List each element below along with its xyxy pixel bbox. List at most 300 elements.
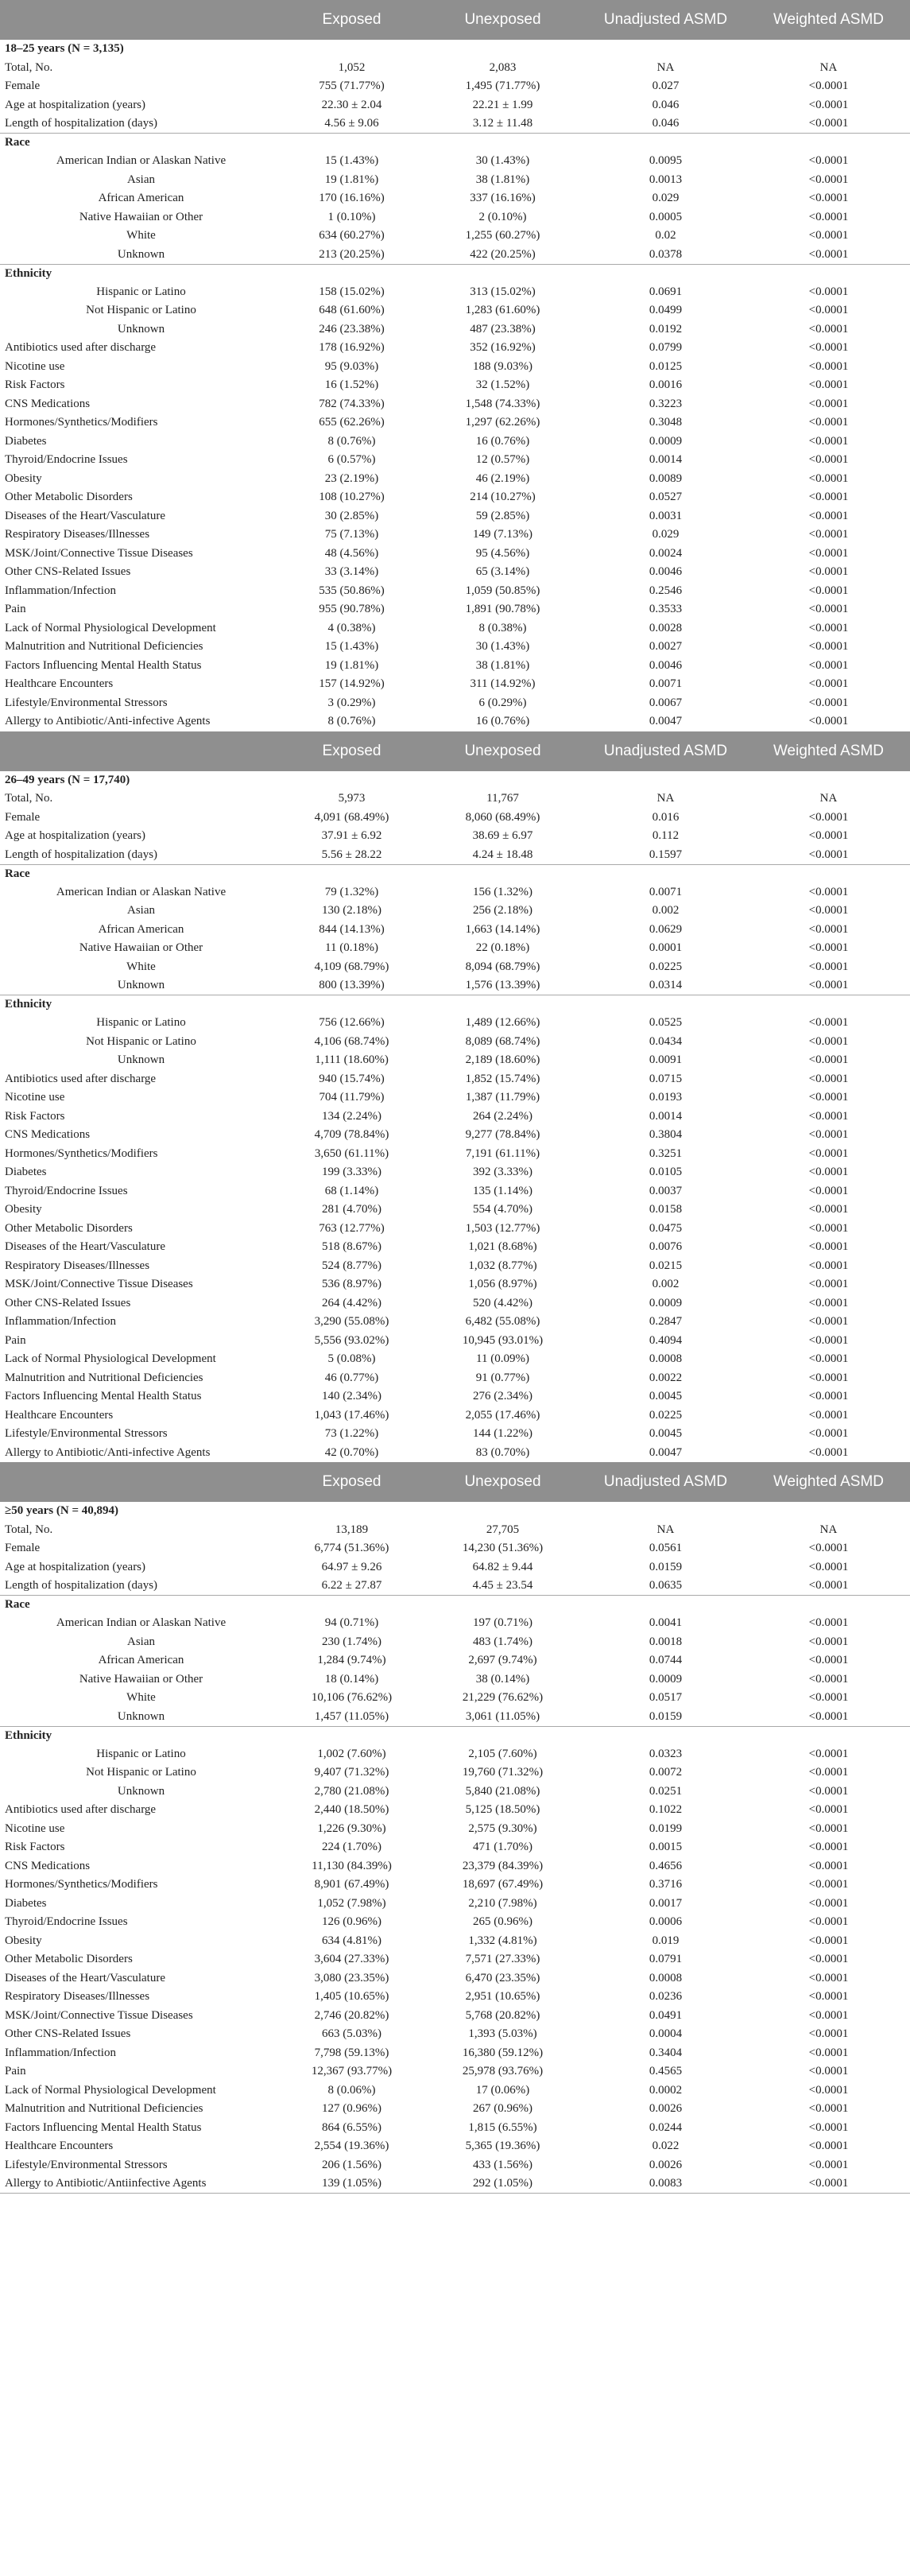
unadjusted-asmd-value: 0.0071 xyxy=(649,885,683,898)
exposed-value: 634 (60.27%) xyxy=(319,229,385,242)
table-row xyxy=(0,1857,910,1876)
exposed-value: 37.91 ± 6.92 xyxy=(321,829,382,843)
weighted-asmd-value: <0.0001 xyxy=(808,621,849,634)
row-label: Not Hispanic or Latino xyxy=(86,304,196,317)
weighted-asmd-value: <0.0001 xyxy=(808,1390,849,1403)
unexposed-value: 32 (1.52%) xyxy=(475,378,530,392)
row-label: Lack of Normal Physiological Development xyxy=(5,2083,216,2097)
exposed-value: 11,130 (84.39%) xyxy=(312,1859,392,1872)
unadjusted-asmd-value: 0.0491 xyxy=(649,2008,683,2022)
weighted-asmd-value: <0.0001 xyxy=(808,810,849,824)
column-header-row xyxy=(0,1462,910,1502)
weighted-asmd-value: <0.0001 xyxy=(808,2046,849,2059)
row-label: Thyroid/Endocrine Issues xyxy=(5,1915,128,1929)
row-label: Age at hospitalization (years) xyxy=(5,98,146,111)
unexposed-value: 1,576 (13.39%) xyxy=(465,979,540,991)
weighted-asmd-value: <0.0001 xyxy=(808,1635,849,1648)
exposed-value: 139 (1.05%) xyxy=(282,2174,421,2194)
unadjusted-asmd-value: 0.0067 xyxy=(649,696,683,709)
unexposed-value: 1,393 (5.03%) xyxy=(468,2027,537,2041)
unadjusted-asmd-value: 0.002 xyxy=(652,1278,680,1291)
unadjusted-asmd-value: 0.0525 xyxy=(649,1016,683,1030)
row-label: Other CNS-Related Issues xyxy=(5,2027,131,2041)
exposed-value: 79 (1.32%) xyxy=(324,885,379,898)
row-label: Other Metabolic Disorders xyxy=(5,491,133,504)
weighted-asmd-value: <0.0001 xyxy=(808,1315,849,1329)
table-row xyxy=(0,1950,910,1969)
table-row xyxy=(0,2119,910,2138)
weighted-asmd-value: <0.0001 xyxy=(808,1878,849,1891)
exposed-value: 1,052 (7.98%) xyxy=(317,1896,386,1910)
unadjusted-asmd-value: 0.0045 xyxy=(649,1390,683,1403)
table-row xyxy=(0,114,910,134)
table-row xyxy=(0,1238,910,1257)
unadjusted-asmd-value: 0.0715 xyxy=(649,1072,683,1085)
weighted-asmd-value: NA xyxy=(819,792,838,805)
unexposed-value: 214 (10.27%) xyxy=(470,491,536,504)
header-exposed: Exposed xyxy=(282,731,421,771)
weighted-asmd-value: <0.0001 xyxy=(808,603,849,616)
unadjusted-asmd-value: 0.0001 xyxy=(649,941,683,955)
unexposed-value: 311 (14.92%) xyxy=(470,677,536,691)
row-label: Diabetes xyxy=(5,434,47,448)
unexposed-value: 38 (1.81%) xyxy=(475,658,530,672)
unexposed-value: 156 (1.32%) xyxy=(473,885,532,898)
weighted-asmd-value: <0.0001 xyxy=(808,584,849,597)
weighted-asmd-value: <0.0001 xyxy=(808,1560,849,1573)
weighted-asmd-value: <0.0001 xyxy=(808,285,849,298)
exposed-value: 535 (50.86%) xyxy=(319,584,385,597)
weighted-asmd-value: <0.0001 xyxy=(808,1221,849,1235)
exposed-value: 4.56 ± 9.06 xyxy=(324,117,379,130)
unadjusted-asmd-value: 0.0744 xyxy=(649,1654,683,1667)
table-row xyxy=(0,1014,910,1033)
unadjusted-asmd-value: 0.0527 xyxy=(649,491,683,504)
table-row xyxy=(0,1895,910,1914)
weighted-asmd-value: <0.0001 xyxy=(808,904,849,918)
table-row xyxy=(0,1108,910,1127)
exposed-value: 5.56 ± 28.22 xyxy=(321,848,382,861)
unadjusted-asmd-value: 0.0041 xyxy=(649,1616,683,1630)
weighted-asmd-value: <0.0001 xyxy=(808,509,849,522)
table-row xyxy=(0,208,910,227)
unadjusted-asmd-value: 0.0027 xyxy=(649,640,683,654)
table-row xyxy=(0,2044,910,2063)
header-weighted-asmd: Weighted ASMD xyxy=(747,0,910,40)
unadjusted-asmd-value: NA xyxy=(656,60,675,74)
unexposed-value: 3,061 (11.05%) xyxy=(465,1709,540,1723)
header-unexposed: Unexposed xyxy=(421,731,584,771)
unadjusted-asmd-value: 0.0014 xyxy=(649,453,683,467)
age-group-title: ≥50 years (N = 40,894) xyxy=(5,1504,119,1518)
row-label: Antibiotics used after discharge xyxy=(5,1072,157,1085)
unadjusted-asmd-value: 0.4565 xyxy=(649,2065,683,2078)
unadjusted-asmd-value: 0.4094 xyxy=(649,1333,683,1347)
exposed-value: 46 (0.77%) xyxy=(324,1371,379,1384)
unadjusted-asmd-value: 0.027 xyxy=(652,80,680,93)
weighted-asmd-value: <0.0001 xyxy=(808,922,849,936)
table-row xyxy=(0,1201,910,1220)
unadjusted-asmd-value: 0.0125 xyxy=(649,359,683,373)
exposed-value: 95 (9.03%) xyxy=(324,359,379,373)
weighted-asmd-value: <0.0001 xyxy=(808,1016,849,1030)
unexposed-value: 25,978 (93.76%) xyxy=(462,2065,544,2078)
ethnicity-section-label: Ethnicity xyxy=(0,995,910,1014)
weighted-asmd-value: <0.0001 xyxy=(808,1672,849,1686)
exposed-value: 10,106 (76.62%) xyxy=(311,1691,393,1705)
unexposed-value: 292 (1.05%) xyxy=(421,2174,584,2194)
weighted-asmd-value: <0.0001 xyxy=(808,2065,849,2078)
exposed-value: 3,604 (27.33%) xyxy=(314,1953,389,1966)
column-header-row xyxy=(0,0,910,40)
unadjusted-asmd-value: 0.0561 xyxy=(649,1542,683,1555)
table-row xyxy=(0,1689,910,1708)
exposed-value: 42 (0.70%) xyxy=(324,1445,379,1459)
header-exposed: Exposed xyxy=(282,1462,421,1502)
table-row xyxy=(0,958,910,977)
column-header-row xyxy=(0,731,910,771)
table-row xyxy=(0,619,910,638)
unexposed-value: 352 (16.92%) xyxy=(470,341,536,355)
unadjusted-asmd-value: 0.0045 xyxy=(649,1427,683,1441)
unadjusted-asmd-value: 0.3048 xyxy=(649,416,683,429)
weighted-asmd-value: <0.0001 xyxy=(808,117,849,130)
row-label: Obesity xyxy=(5,471,42,485)
exposed-value: 518 (8.67%) xyxy=(322,1240,381,1254)
unexposed-value: 1,059 (50.85%) xyxy=(465,584,540,597)
unexposed-value: 422 (20.25%) xyxy=(470,247,536,261)
unexposed-value: 27,705 xyxy=(486,1523,520,1536)
race-section-label: Race xyxy=(0,1596,910,1615)
table-row xyxy=(0,1577,910,1596)
weighted-asmd-value: <0.0001 xyxy=(808,491,849,504)
exposed-value: 19 (1.81%) xyxy=(324,658,379,672)
weighted-asmd-value: <0.0001 xyxy=(808,471,849,485)
table-row xyxy=(0,675,910,694)
row-label: Hispanic or Latino xyxy=(96,1016,186,1030)
table-row xyxy=(0,376,910,395)
row-label: Pain xyxy=(5,603,26,616)
unexposed-value: 1,332 (4.81%) xyxy=(468,1934,537,1947)
row-label: Female xyxy=(5,1542,41,1555)
unexposed-value: 46 (2.19%) xyxy=(475,471,530,485)
table-row xyxy=(0,171,910,190)
table-row xyxy=(0,1558,910,1577)
exposed-value: 2,554 (19.36%) xyxy=(314,2140,389,2153)
weighted-asmd-value: <0.0001 xyxy=(808,1333,849,1347)
unexposed-value: 6,470 (23.35%) xyxy=(465,1971,540,1984)
table-row xyxy=(0,2007,910,2026)
unexposed-value: 2,575 (9.30%) xyxy=(468,1821,537,1835)
table-row xyxy=(0,1838,910,1857)
unexposed-value: 10,945 (93.01%) xyxy=(462,1333,544,1347)
table-row xyxy=(0,1033,910,1052)
weighted-asmd-value: <0.0001 xyxy=(808,2140,849,2153)
unadjusted-asmd-value: 0.0076 xyxy=(649,1240,683,1254)
unexposed-value: 95 (4.56%) xyxy=(475,546,530,560)
table-row xyxy=(0,152,910,171)
table-row xyxy=(0,1745,910,1764)
row-label: African American xyxy=(98,1654,184,1667)
unexposed-value: 1,297 (62.26%) xyxy=(465,416,540,429)
table-row xyxy=(0,600,910,619)
unadjusted-asmd-value: 0.0009 xyxy=(649,1296,683,1309)
table-row xyxy=(0,2025,910,2044)
unadjusted-asmd-value: 0.0225 xyxy=(649,960,683,973)
exposed-value: 264 (4.42%) xyxy=(322,1296,381,1309)
exposed-value: 5,973 xyxy=(338,792,366,805)
unadjusted-asmd-value: 0.0517 xyxy=(649,1691,683,1705)
row-label: Total, No. xyxy=(5,1523,53,1536)
row-label: Diabetes xyxy=(5,1896,47,1910)
unadjusted-asmd-value: 0.0018 xyxy=(649,1635,683,1648)
age-group-title-row xyxy=(0,771,910,790)
table-row xyxy=(0,1294,910,1313)
unadjusted-asmd-value: 0.019 xyxy=(652,1934,680,1947)
table-row xyxy=(0,2081,910,2101)
unadjusted-asmd-value: 0.0791 xyxy=(649,1953,683,1966)
weighted-asmd-value: <0.0001 xyxy=(808,1747,849,1760)
unexposed-value: 2,951 (10.65%) xyxy=(465,1990,540,2004)
weighted-asmd-value: <0.0001 xyxy=(808,1240,849,1254)
table-row xyxy=(0,395,910,414)
unadjusted-asmd-value: 0.0046 xyxy=(649,658,683,672)
table-row xyxy=(0,1932,910,1951)
exposed-value: 94 (0.71%) xyxy=(324,1616,379,1630)
unadjusted-asmd-value: 0.1597 xyxy=(649,848,683,861)
weighted-asmd-value: <0.0001 xyxy=(808,1654,849,1667)
exposed-value: 844 (14.13%) xyxy=(319,922,385,936)
unexposed-value: 197 (0.71%) xyxy=(473,1616,532,1630)
unexposed-value: 59 (2.85%) xyxy=(475,509,530,522)
unexposed-value: 1,489 (12.66%) xyxy=(465,1016,540,1030)
unadjusted-asmd-value: 0.0105 xyxy=(649,1166,683,1179)
unexposed-value: 1,032 (8.77%) xyxy=(468,1259,537,1272)
unexposed-value: 471 (1.70%) xyxy=(473,1841,532,1854)
row-label: Malnutrition and Nutritional Deficiencies xyxy=(5,640,203,654)
table-row xyxy=(0,1444,910,1463)
unexposed-value: 6 (0.29%) xyxy=(478,696,527,709)
row-label: American Indian or Alaskan Native xyxy=(56,885,227,898)
unadjusted-asmd-value: 0.0037 xyxy=(649,1184,683,1197)
row-label: Hispanic or Latino xyxy=(96,285,186,298)
row-label: Other CNS-Related Issues xyxy=(5,565,131,579)
unexposed-value: 5,125 (18.50%) xyxy=(465,1803,540,1817)
row-label: Malnutrition and Nutritional Deficiencies xyxy=(5,1371,203,1384)
table-row xyxy=(0,2062,910,2081)
row-label: Nicotine use xyxy=(5,359,65,373)
exposed-value: 246 (23.38%) xyxy=(319,322,385,336)
table-row xyxy=(0,1539,910,1558)
row-label: Allergy to Antibiotic/Antiinfective Agents xyxy=(0,2174,282,2194)
table-row xyxy=(0,433,910,452)
row-label: Native Hawaiian or Other xyxy=(79,941,203,955)
table-row xyxy=(0,283,910,302)
weighted-asmd-value: <0.0001 xyxy=(808,247,849,261)
weighted-asmd-value: <0.0001 xyxy=(808,1034,849,1048)
row-label: Other CNS-Related Issues xyxy=(5,1296,131,1309)
row-label: Asian xyxy=(127,904,155,918)
unexposed-value: 16 (0.76%) xyxy=(475,434,530,448)
weighted-asmd-value: <0.0001 xyxy=(808,1166,849,1179)
row-label: Malnutrition and Nutritional Deficiencies xyxy=(5,2102,203,2116)
weighted-asmd-value: <0.0001 xyxy=(808,1971,849,1984)
exposed-value: 158 (15.02%) xyxy=(319,285,385,298)
exposed-value: 1,043 (17.46%) xyxy=(314,1408,389,1422)
unadjusted-asmd-value: 0.0159 xyxy=(649,1560,683,1573)
table-row xyxy=(0,189,910,208)
header-blank xyxy=(0,731,282,771)
exposed-value: 157 (14.92%) xyxy=(319,677,385,691)
unadjusted-asmd-value: 0.0378 xyxy=(649,247,683,261)
weighted-asmd-value: <0.0001 xyxy=(808,1445,849,1459)
row-label: Factors Influencing Mental Health Status xyxy=(5,2120,202,2134)
weighted-asmd-value: <0.0001 xyxy=(808,1542,849,1555)
unexposed-value: 30 (1.43%) xyxy=(475,154,530,168)
exposed-value: 8 (0.76%) xyxy=(327,715,376,728)
weighted-asmd-value: <0.0001 xyxy=(808,658,849,672)
unexposed-value: 18,697 (67.49%) xyxy=(462,1878,544,1891)
row-label: Unknown xyxy=(117,1709,165,1723)
weighted-asmd-value: <0.0001 xyxy=(808,192,849,205)
row-label: Lifestyle/Environmental Stressors xyxy=(5,2158,168,2171)
unexposed-value: 520 (4.42%) xyxy=(473,1296,532,1309)
row-label: Asian xyxy=(127,1635,155,1648)
unadjusted-asmd-value: 0.0016 xyxy=(649,378,683,392)
exposed-value: 1,284 (9.74%) xyxy=(317,1654,386,1667)
row-label: MSK/Joint/Connective Tissue Diseases xyxy=(5,2008,193,2022)
unexposed-value: 1,852 (15.74%) xyxy=(465,1072,540,1085)
race-section-row xyxy=(0,134,910,153)
unexposed-value: 135 (1.14%) xyxy=(473,1184,532,1197)
weighted-asmd-value: <0.0001 xyxy=(808,1579,849,1592)
table-row xyxy=(0,638,910,657)
unexposed-value: 1,255 (60.27%) xyxy=(465,229,540,242)
table-row xyxy=(0,1876,910,1895)
unexposed-value: 313 (15.02%) xyxy=(470,285,536,298)
table-row xyxy=(0,1275,910,1294)
weighted-asmd-value: <0.0001 xyxy=(808,359,849,373)
table-row xyxy=(0,1182,910,1201)
unadjusted-asmd-value: 0.0323 xyxy=(649,1747,683,1760)
row-label: CNS Medications xyxy=(5,1859,91,1872)
weighted-asmd-value: <0.0001 xyxy=(808,1934,849,1947)
unexposed-value: 483 (1.74%) xyxy=(473,1635,532,1648)
exposed-value: 1,052 xyxy=(338,60,366,74)
unadjusted-asmd-value: NA xyxy=(656,792,675,805)
table-row xyxy=(0,883,910,902)
weighted-asmd-value: <0.0001 xyxy=(808,565,849,579)
row-label: Healthcare Encounters xyxy=(5,1408,114,1422)
row-label: American Indian or Alaskan Native xyxy=(56,154,227,168)
unexposed-value: 64.82 ± 9.44 xyxy=(472,1560,533,1573)
row-label: Age at hospitalization (years) xyxy=(5,829,146,843)
exposed-value: 170 (16.16%) xyxy=(319,192,385,205)
row-label: White xyxy=(126,1691,156,1705)
unexposed-value: 256 (2.18%) xyxy=(473,904,532,918)
unadjusted-asmd-value: 0.0635 xyxy=(649,1579,683,1592)
unadjusted-asmd-value: 0.0022 xyxy=(649,1371,683,1384)
weighted-asmd-value: <0.0001 xyxy=(808,397,849,410)
row-label: Unknown xyxy=(117,1784,165,1798)
exposed-value: 22.30 ± 2.04 xyxy=(321,98,382,111)
unexposed-value: 4.45 ± 23.54 xyxy=(472,1579,533,1592)
row-label: Pain xyxy=(5,1333,26,1347)
weighted-asmd-value: <0.0001 xyxy=(808,2027,849,2041)
unadjusted-asmd-value: 0.0015 xyxy=(649,1841,683,1854)
unadjusted-asmd-value: 0.0009 xyxy=(649,1672,683,1686)
unexposed-value: 1,283 (61.60%) xyxy=(465,304,540,317)
exposed-value: 4,709 (78.84%) xyxy=(314,1128,389,1142)
row-label: Length of hospitalization (days) xyxy=(5,117,158,130)
table-row xyxy=(0,694,910,713)
row-label: Other Metabolic Disorders xyxy=(5,1221,133,1235)
exposed-value: 1,457 (11.05%) xyxy=(314,1709,389,1723)
unadjusted-asmd-value: NA xyxy=(656,1523,675,1536)
table-row xyxy=(0,2100,910,2119)
unexposed-value: 30 (1.43%) xyxy=(475,640,530,654)
exposed-value: 4,106 (68.74%) xyxy=(314,1034,389,1048)
table-row xyxy=(0,2137,910,2156)
exposed-value: 1,111 (18.60%) xyxy=(315,1053,389,1067)
table-row xyxy=(0,227,910,246)
unexposed-value: 12 (0.57%) xyxy=(475,453,530,467)
weighted-asmd-value: <0.0001 xyxy=(808,1259,849,1272)
row-label: Respiratory Diseases/Illnesses xyxy=(5,1259,150,1272)
weighted-asmd-value: <0.0001 xyxy=(808,1184,849,1197)
exposed-value: 213 (20.25%) xyxy=(319,247,385,261)
row-label: Factors Influencing Mental Health Status xyxy=(5,1390,202,1403)
row-label: Nicotine use xyxy=(5,1091,65,1104)
header-unadjusted-asmd: Unadjusted ASMD xyxy=(584,731,747,771)
weighted-asmd-value: <0.0001 xyxy=(808,304,849,317)
weighted-asmd-value: <0.0001 xyxy=(808,1859,849,1872)
unexposed-value: 1,891 (90.78%) xyxy=(465,603,540,616)
unexposed-value: 144 (1.22%) xyxy=(473,1427,532,1441)
header-unadjusted-asmd: Unadjusted ASMD xyxy=(584,0,747,40)
exposed-value: 800 (13.39%) xyxy=(319,979,385,991)
unadjusted-asmd-value: 0.0244 xyxy=(649,2120,683,2134)
unadjusted-asmd-value: 0.0071 xyxy=(649,677,683,691)
unadjusted-asmd-value: 0.0215 xyxy=(649,1259,683,1272)
age-group-title-row xyxy=(0,1502,910,1521)
row-label: Hormones/Synthetics/Modifiers xyxy=(5,1878,158,1891)
exposed-value: 5 (0.08%) xyxy=(327,1352,376,1366)
table-row xyxy=(0,789,910,809)
row-label: Unknown xyxy=(117,1053,165,1067)
weighted-asmd-value: <0.0001 xyxy=(808,941,849,955)
weighted-asmd-value: <0.0001 xyxy=(808,1953,849,1966)
exposed-value: 30 (2.85%) xyxy=(324,509,379,522)
weighted-asmd-value: <0.0001 xyxy=(808,829,849,843)
age-group-title-row xyxy=(0,40,910,59)
table-row xyxy=(0,1763,910,1783)
unadjusted-asmd-value: 0.2546 xyxy=(649,584,683,597)
unadjusted-asmd-value: 0.0017 xyxy=(649,1896,683,1910)
unadjusted-asmd-value: 0.0193 xyxy=(649,1091,683,1104)
exposed-value: 2,746 (20.82%) xyxy=(314,2008,389,2022)
table-row xyxy=(0,339,910,358)
unadjusted-asmd-value: 0.0089 xyxy=(649,471,683,485)
table-row xyxy=(0,1670,910,1690)
unexposed-value: 9,277 (78.84%) xyxy=(465,1128,540,1142)
exposed-value: 4 (0.38%) xyxy=(327,621,376,634)
header-exposed: Exposed xyxy=(282,0,421,40)
weighted-asmd-value: <0.0001 xyxy=(808,528,849,541)
exposed-value: 1,405 (10.65%) xyxy=(314,1990,389,2004)
weighted-asmd-value: <0.0001 xyxy=(808,1616,849,1630)
unexposed-value: 11,767 xyxy=(486,792,519,805)
